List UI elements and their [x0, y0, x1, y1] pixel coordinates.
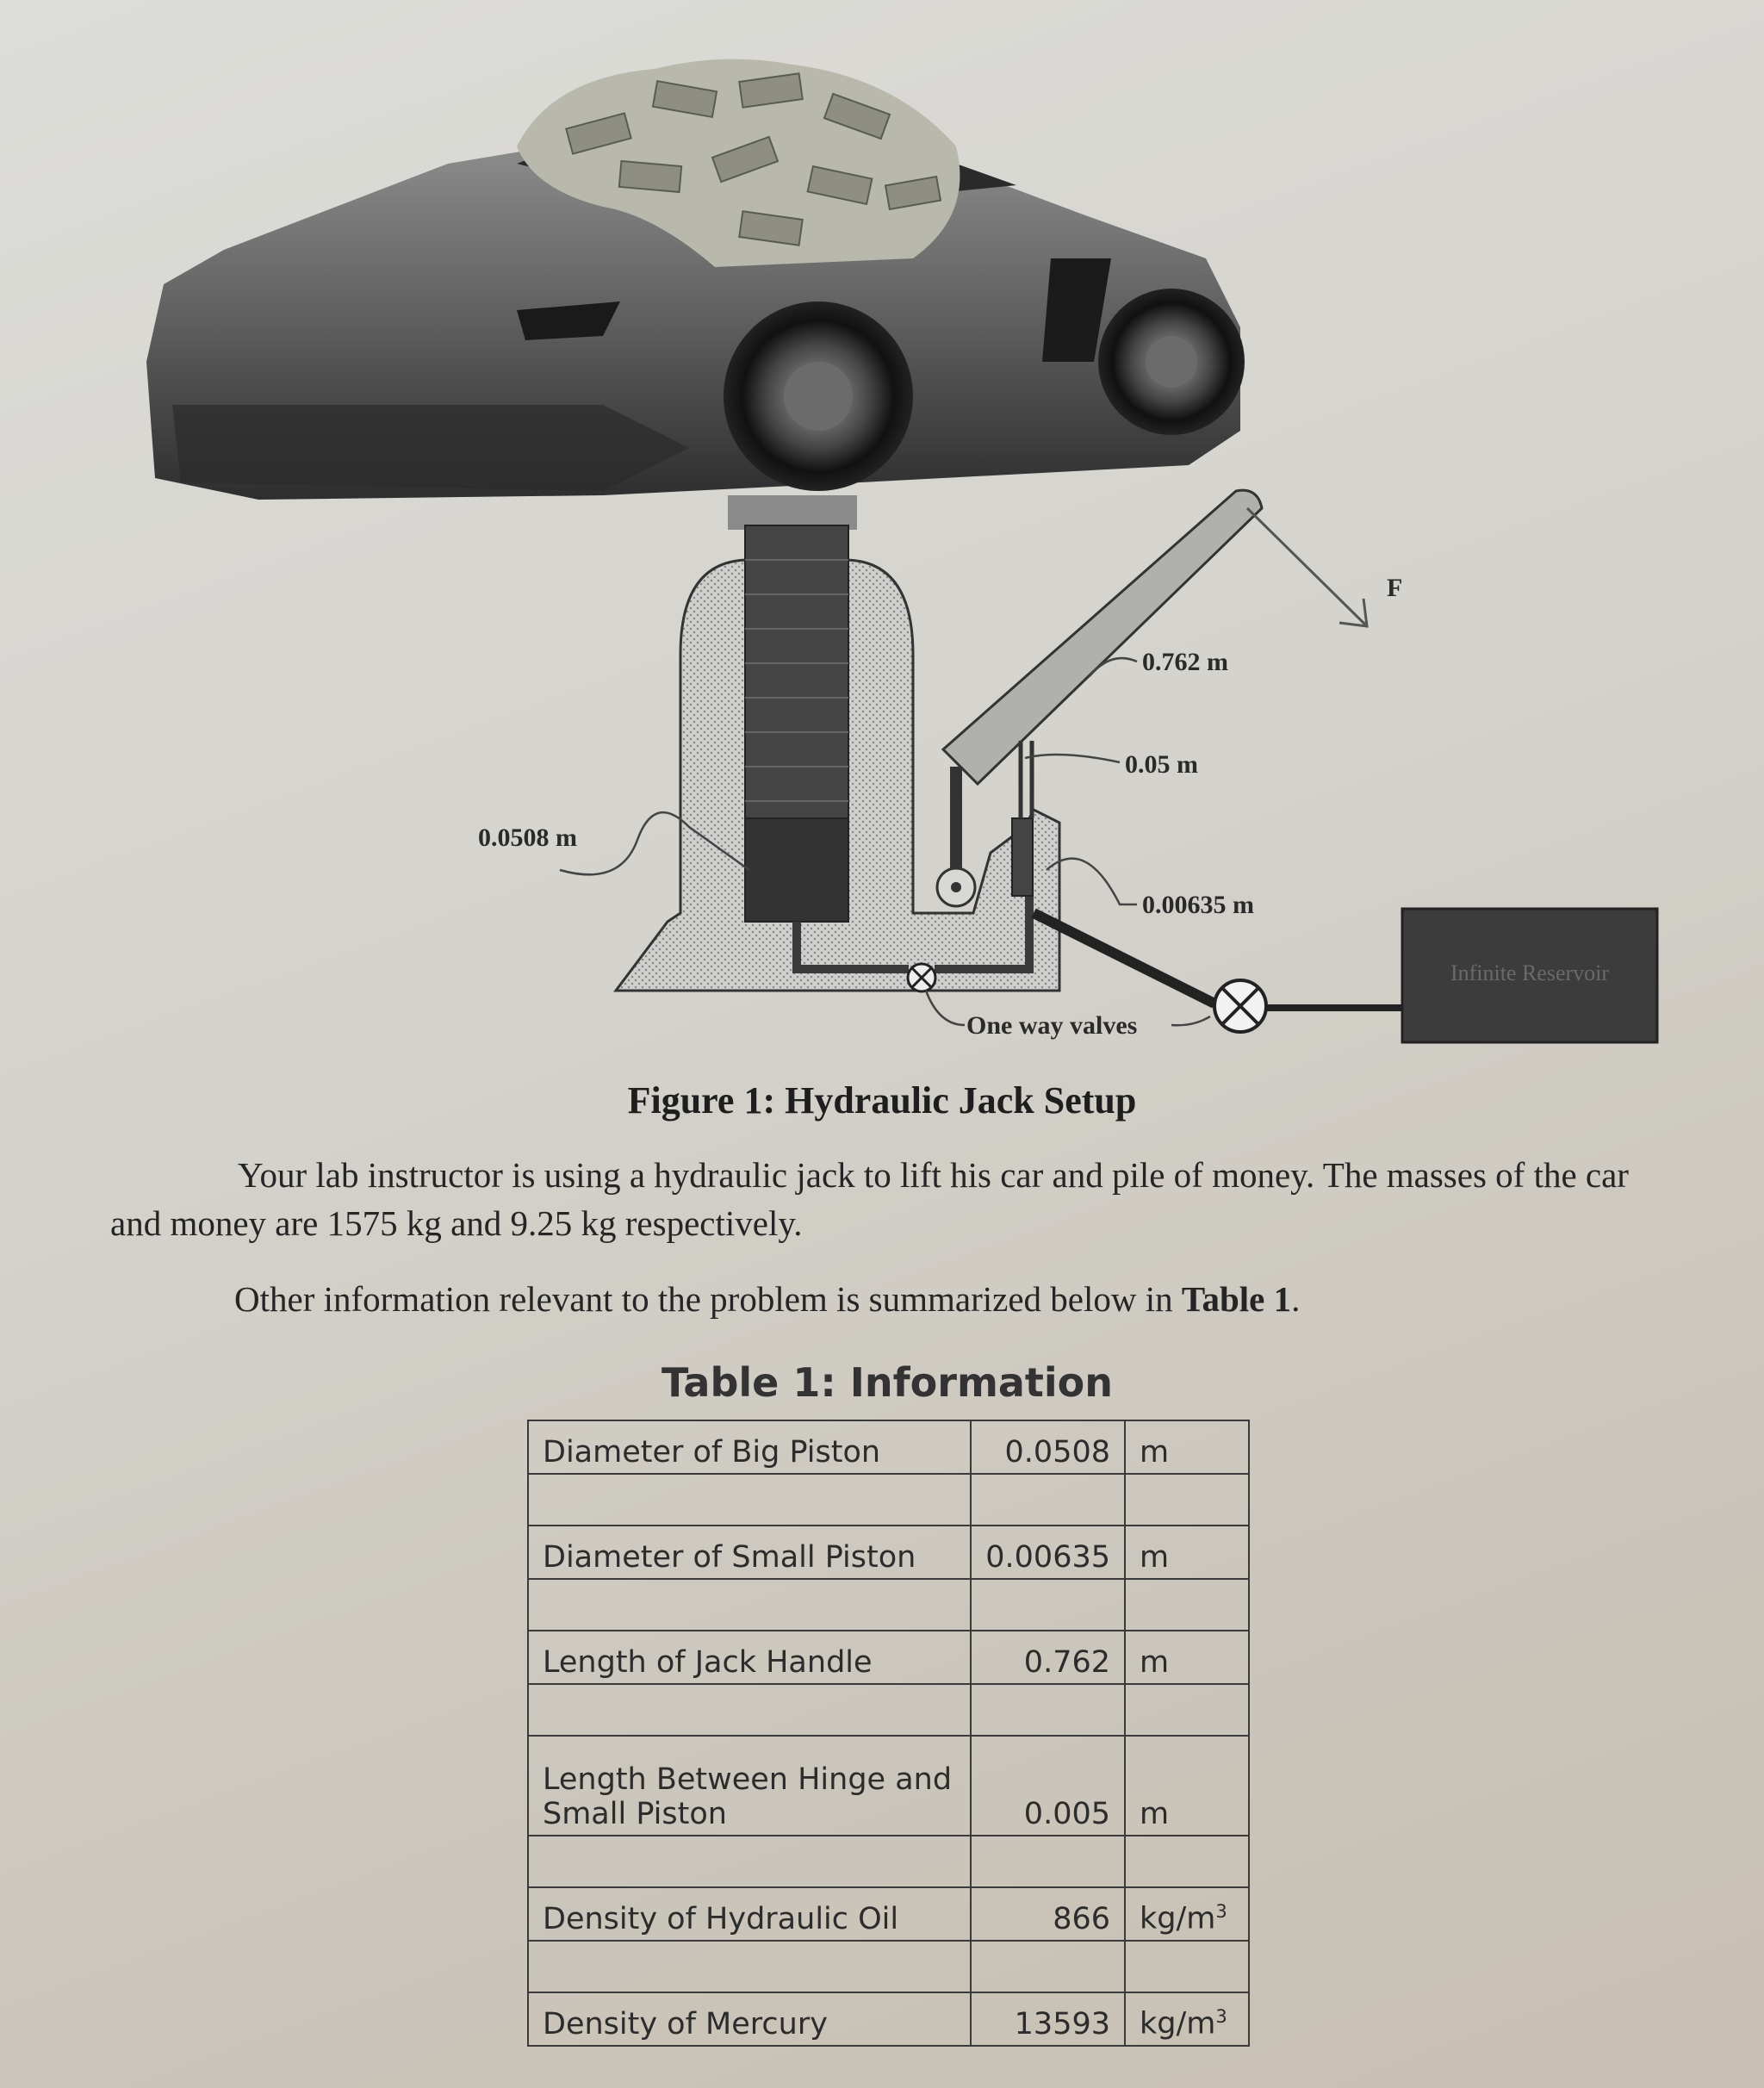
- info-table: [527, 1420, 1250, 2047]
- table-ref-prefix: Other information relevant to the problem is summarized below in: [234, 1279, 1182, 1319]
- row-label: Density of Mercury: [528, 1992, 971, 2046]
- small-piston-label: 0.00635 m: [1142, 891, 1254, 919]
- table-row: [528, 1631, 1249, 1684]
- table-reference-paragraph: [234, 1275, 1699, 1323]
- unit-exponent: 3: [1215, 2006, 1227, 2028]
- row-unit: m: [1125, 1631, 1249, 1684]
- valves-label: One way valves: [966, 1011, 1138, 1040]
- unit-text: kg/m: [1140, 2007, 1216, 2041]
- big-piston-label: 0.0508 m: [478, 823, 577, 852]
- jack-handle: [937, 490, 1262, 906]
- row-unit: m: [1125, 1526, 1249, 1579]
- table-spacer-row: [528, 1836, 1249, 1887]
- table-row: [528, 1992, 1249, 2046]
- row-unit: [1125, 1887, 1249, 1941]
- row-value: 0.00635: [971, 1526, 1125, 1579]
- row-value: 0.0508: [971, 1420, 1125, 1474]
- figure-caption: Figure 1: Hydraulic Jack Setup: [627, 1079, 1137, 1122]
- infinite-reservoir: [1402, 909, 1657, 1042]
- table-spacer-row: [528, 1579, 1249, 1631]
- force-arrow: [1247, 508, 1367, 626]
- hinge-distance-label: 0.05 m: [1125, 750, 1198, 779]
- row-value: 0.005: [971, 1736, 1125, 1836]
- row-unit: m: [1125, 1736, 1249, 1836]
- row-unit: m: [1125, 1420, 1249, 1474]
- table-title: Table 1: Information: [661, 1359, 1114, 1406]
- row-label: Diameter of Big Piston: [528, 1420, 971, 1474]
- handle-length-label: 0.762 m: [1142, 648, 1228, 676]
- row-label: Density of Hydraulic Oil: [528, 1887, 971, 1941]
- table-spacer-row: [528, 1684, 1249, 1736]
- unit-text: kg/m: [1140, 1902, 1216, 1936]
- force-label: F: [1387, 574, 1403, 602]
- row-value: 866: [971, 1887, 1125, 1941]
- row-label: Length of Jack Handle: [528, 1631, 971, 1684]
- table-ref-suffix: .: [1291, 1279, 1301, 1319]
- table-row: [528, 1736, 1249, 1836]
- table-spacer-row: [528, 1941, 1249, 1992]
- table-row: [528, 1526, 1249, 1579]
- unit-exponent: 3: [1215, 1901, 1227, 1923]
- row-label: Length Between Hinge and Small Piston: [528, 1736, 971, 1836]
- table-row: [528, 1887, 1249, 1941]
- table-ref-bold: Table 1: [1181, 1279, 1292, 1319]
- problem-paragraph: Your lab instructor is using a hydraulic jack to lift his car and pile of money. The masses of the car and money are 1575 kg and 9.25 kg respectively.: [110, 1155, 1629, 1243]
- reservoir-label: Infinite Reservoir: [1450, 960, 1610, 985]
- row-label: Diameter of Small Piston: [528, 1526, 971, 1579]
- table-spacer-row: [528, 1474, 1249, 1526]
- row-unit: [1125, 1992, 1249, 2046]
- row-value: 13593: [971, 1992, 1125, 2046]
- table-row: [528, 1420, 1249, 1474]
- row-value: 0.762: [971, 1631, 1125, 1684]
